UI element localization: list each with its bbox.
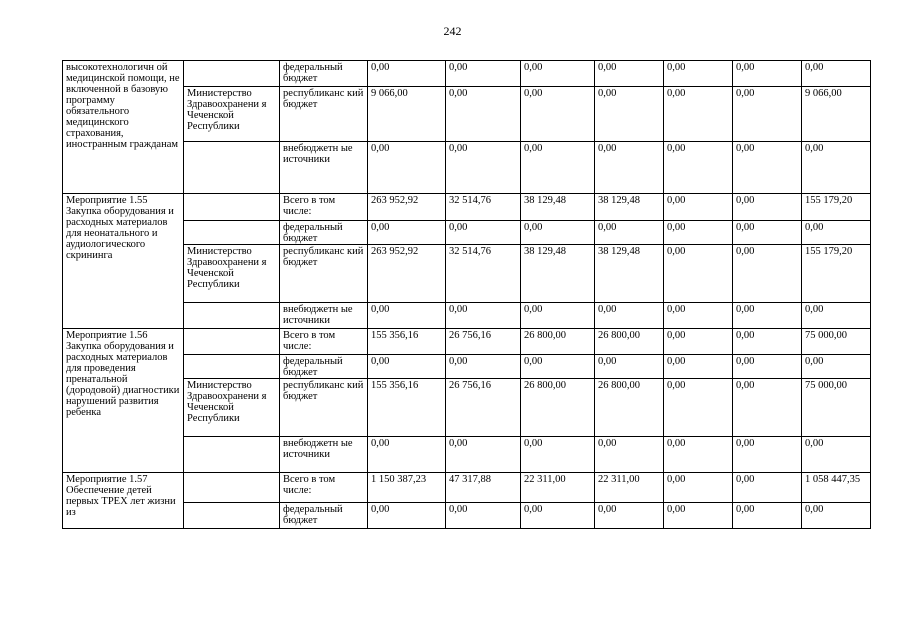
funding-source-cell: внебюджетн ые источники <box>280 303 368 329</box>
amount-cell: 0,00 <box>733 61 802 87</box>
empty-ministry-cell <box>184 355 280 379</box>
event-name-cell: Мероприятие 1.55 Закупка оборудования и расходных материалов для неонатального и аудиологического скрининга <box>63 194 184 329</box>
amount-cell: 0,00 <box>446 61 521 87</box>
empty-ministry-cell <box>184 142 280 194</box>
amount-cell: 0,00 <box>733 329 802 355</box>
amount-cell: 0,00 <box>521 437 595 473</box>
amount-cell: 0,00 <box>521 303 595 329</box>
amount-cell: 0,00 <box>446 142 521 194</box>
amount-cell: 26 800,00 <box>521 379 595 437</box>
amount-cell: 0,00 <box>664 61 733 87</box>
funding-source-cell: Всего в том числе: <box>280 473 368 503</box>
amount-cell: 0,00 <box>664 503 733 529</box>
amount-cell: 0,00 <box>664 437 733 473</box>
amount-cell: 0,00 <box>802 303 871 329</box>
page-number: 242 <box>443 24 462 38</box>
table-row <box>63 437 871 473</box>
funding-source-cell: федеральный бюджет <box>280 355 368 379</box>
amount-cell: 0,00 <box>521 61 595 87</box>
amount-cell: 0,00 <box>733 303 802 329</box>
amount-cell: 0,00 <box>521 355 595 379</box>
amount-cell: 0,00 <box>521 142 595 194</box>
amount-cell: 0,00 <box>368 221 446 245</box>
amount-cell: 0,00 <box>595 221 664 245</box>
amount-cell: 0,00 <box>664 142 733 194</box>
amount-cell: 9 066,00 <box>802 87 871 142</box>
amount-cell: 26 800,00 <box>595 379 664 437</box>
amount-cell: 263 952,92 <box>368 245 446 303</box>
amount-cell: 0,00 <box>595 503 664 529</box>
amount-cell: 0,00 <box>802 437 871 473</box>
amount-cell: 38 129,48 <box>521 194 595 221</box>
amount-cell: 155 356,16 <box>368 329 446 355</box>
amount-cell: 0,00 <box>802 221 871 245</box>
amount-cell: 0,00 <box>802 61 871 87</box>
amount-cell: 0,00 <box>595 437 664 473</box>
amount-cell: 155 179,20 <box>802 245 871 303</box>
amount-cell: 0,00 <box>595 303 664 329</box>
amount-cell: 0,00 <box>521 503 595 529</box>
amount-cell: 38 129,48 <box>595 194 664 221</box>
amount-cell: 0,00 <box>521 221 595 245</box>
amount-cell: 0,00 <box>664 473 733 503</box>
amount-cell: 0,00 <box>733 245 802 303</box>
table-row <box>63 355 871 379</box>
amount-cell: 38 129,48 <box>521 245 595 303</box>
empty-ministry-cell <box>184 329 280 355</box>
amount-cell: 155 356,16 <box>368 379 446 437</box>
funding-source-cell: республиканс кий бюджет <box>280 379 368 437</box>
table-row <box>63 503 871 529</box>
amount-cell: 0,00 <box>733 355 802 379</box>
amount-cell: 0,00 <box>595 87 664 142</box>
empty-ministry-cell <box>184 437 280 473</box>
funding-source-cell: республиканс кий бюджет <box>280 87 368 142</box>
amount-cell: 263 952,92 <box>368 194 446 221</box>
amount-cell: 0,00 <box>733 503 802 529</box>
funding-source-cell: Всего в том числе: <box>280 329 368 355</box>
table-row <box>63 303 871 329</box>
amount-cell: 0,00 <box>595 355 664 379</box>
table-row <box>63 221 871 245</box>
table-row <box>63 194 871 221</box>
funding-source-cell: внебюджетн ые источники <box>280 437 368 473</box>
amount-cell: 0,00 <box>446 437 521 473</box>
amount-cell: 0,00 <box>446 503 521 529</box>
amount-cell: 0,00 <box>733 473 802 503</box>
amount-cell: 32 514,76 <box>446 194 521 221</box>
amount-cell: 0,00 <box>733 87 802 142</box>
event-name-cell: Мероприятие 1.56 Закупка оборудования и расходных материалов для проведения пренатальной (дородовой) диагностики нарушений развития ребенка <box>63 329 184 473</box>
amount-cell: 26 756,16 <box>446 329 521 355</box>
ministry-cell: Министерство Здравоохранени я Чеченской Республики <box>184 87 280 142</box>
amount-cell: 0,00 <box>446 303 521 329</box>
amount-cell: 0,00 <box>446 355 521 379</box>
amount-cell: 0,00 <box>368 355 446 379</box>
amount-cell: 0,00 <box>664 355 733 379</box>
empty-ministry-cell <box>184 194 280 221</box>
table-row <box>63 142 871 194</box>
amount-cell: 0,00 <box>664 221 733 245</box>
amount-cell: 26 800,00 <box>521 329 595 355</box>
ministry-cell: Министерство Здравоохранени я Чеченской Республики <box>184 245 280 303</box>
empty-ministry-cell <box>184 61 280 87</box>
amount-cell: 26 756,16 <box>446 379 521 437</box>
table-row <box>63 87 871 142</box>
empty-ministry-cell <box>184 303 280 329</box>
amount-cell: 0,00 <box>595 61 664 87</box>
amount-cell: 0,00 <box>733 437 802 473</box>
amount-cell: 9 066,00 <box>368 87 446 142</box>
funding-source-cell: Всего в том числе: <box>280 194 368 221</box>
amount-cell: 0,00 <box>733 221 802 245</box>
funding-source-cell: федеральный бюджет <box>280 503 368 529</box>
amount-cell: 22 311,00 <box>521 473 595 503</box>
amount-cell: 32 514,76 <box>446 245 521 303</box>
amount-cell: 0,00 <box>664 303 733 329</box>
ministry-cell: Министерство Здравоохранени я Чеченской Республики <box>184 379 280 437</box>
table-row <box>63 473 871 503</box>
amount-cell: 38 129,48 <box>595 245 664 303</box>
amount-cell: 0,00 <box>733 142 802 194</box>
funding-source-cell: внебюджетн ые источники <box>280 142 368 194</box>
amount-cell: 0,00 <box>802 355 871 379</box>
amount-cell: 1 150 387,23 <box>368 473 446 503</box>
amount-cell: 22 311,00 <box>595 473 664 503</box>
amount-cell: 0,00 <box>802 142 871 194</box>
amount-cell: 0,00 <box>368 303 446 329</box>
funding-source-cell: федеральный бюджет <box>280 221 368 245</box>
amount-cell: 155 179,20 <box>802 194 871 221</box>
amount-cell: 0,00 <box>595 142 664 194</box>
amount-cell: 0,00 <box>446 87 521 142</box>
amount-cell: 0,00 <box>446 221 521 245</box>
amount-cell: 75 000,00 <box>802 379 871 437</box>
amount-cell: 0,00 <box>368 61 446 87</box>
amount-cell: 0,00 <box>802 503 871 529</box>
amount-cell: 47 317,88 <box>446 473 521 503</box>
empty-ministry-cell <box>184 221 280 245</box>
empty-ministry-cell <box>184 503 280 529</box>
amount-cell: 0,00 <box>521 87 595 142</box>
table-row <box>63 245 871 303</box>
table-row <box>63 329 871 355</box>
amount-cell: 0,00 <box>733 194 802 221</box>
amount-cell: 0,00 <box>664 379 733 437</box>
amount-cell: 75 000,00 <box>802 329 871 355</box>
amount-cell: 0,00 <box>664 194 733 221</box>
amount-cell: 0,00 <box>368 142 446 194</box>
funding-source-cell: федеральный бюджет <box>280 61 368 87</box>
event-name-cell: высокотехнологичн ой медицинской помощи, не включенной в базовую программу обязательного медицинского страхования, иностранным гражданам <box>63 61 184 194</box>
amount-cell: 0,00 <box>368 437 446 473</box>
table-row <box>63 61 871 87</box>
table-row <box>63 379 871 437</box>
event-name-cell: Мероприятие 1.57 Обеспечение детей первых ТРЕХ лет жизни из <box>63 473 184 529</box>
budget-table <box>62 60 871 529</box>
amount-cell: 1 058 447,35 <box>802 473 871 503</box>
empty-ministry-cell <box>184 473 280 503</box>
amount-cell: 0,00 <box>664 245 733 303</box>
amount-cell: 0,00 <box>733 379 802 437</box>
amount-cell: 0,00 <box>664 87 733 142</box>
amount-cell: 0,00 <box>368 503 446 529</box>
amount-cell: 26 800,00 <box>595 329 664 355</box>
funding-source-cell: республиканс кий бюджет <box>280 245 368 303</box>
amount-cell: 0,00 <box>664 329 733 355</box>
